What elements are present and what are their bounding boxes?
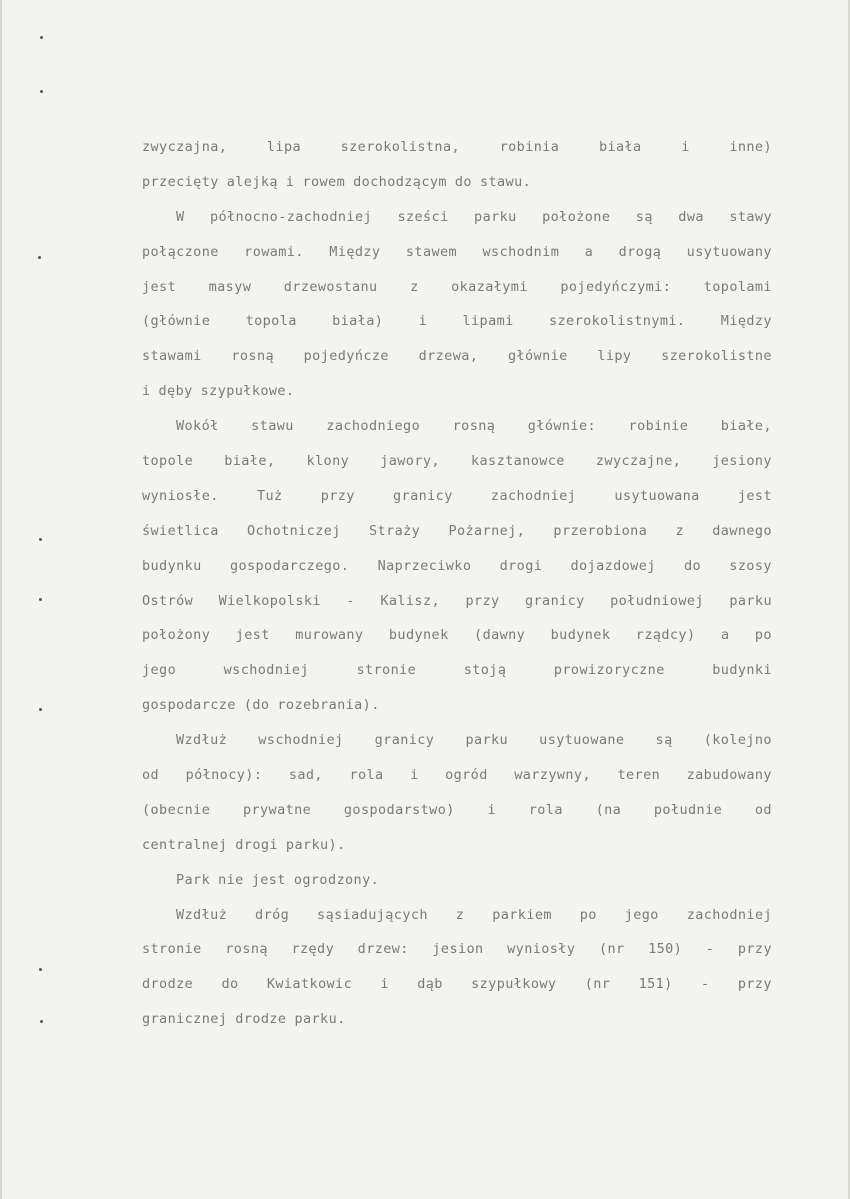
text-line: połączone rowami. Między stawem wschodnim a drogą usytuowany [142,243,772,260]
binding-hole-mark [39,538,42,541]
text-line: Wokół stawu zachodniego rosną głównie: robinie białe, [176,418,772,435]
text-line: drodze do Kwiatkowic i dąb szypułkowy (nr 151) - przy [142,976,772,993]
paragraph [142,200,772,409]
binding-hole-mark [39,968,42,971]
text-line: zwyczajna, lipa szerokolistna, robinia biała i inne) [142,139,772,155]
text-line: (głównie topola biała) i lipami szerokolistnymi. Między [142,313,772,330]
text-line: od północy): sad, rola i ogród warzywny, teren zabudowany [142,767,772,784]
text-line: gospodarcze (do rozebrania). [142,697,380,714]
text-line: przecięty alejką i rowem dochodzącym do stawu. [142,173,532,190]
binding-hole-mark [40,1020,43,1023]
text-line: jego wschodniej stronie stoją prowizoryczne budynki [142,662,772,679]
binding-hole-mark [39,598,42,601]
binding-hole-mark [40,36,43,39]
paragraph [142,863,772,898]
text-line: centralnej drogi parku). [142,836,346,853]
text-line: stronie rosną rzędy drzew: jesion wyniosły (nr 150) - przy [142,941,772,958]
paragraph [142,723,772,863]
text-line: Wzdłuż wschodniej granicy parku usytuowane są (kolejno [176,732,772,749]
binding-hole-mark [40,90,43,93]
text-line: Park nie jest ogrodzony. [176,871,380,888]
document-body [142,130,772,1037]
text-line: Wzdłuż dróg sąsiadujących z parkiem po jego zachodniej [176,906,772,923]
text-line: stawami rosną pojedyńcze drzewa, głównie lipy szerokolistne [142,348,772,365]
text-line: jest masyw drzewostanu z okazałymi pojedyńczymi: topolami [142,278,772,295]
text-line: położony jest murowany budynek (dawny budynek rządcy) a po [142,627,772,644]
text-line: (obecnie prywatne gospodarstwo) i rola (na południe od [142,801,772,818]
text-line: Ostrów Wielkopolski - Kalisz, przy granicy południowej parku [142,592,772,609]
text-line: wyniosłe. Tuż przy granicy zachodniej usytuowana jest [142,487,772,504]
binding-hole-mark [38,256,41,259]
text-line: topole białe, klony jawory, kasztanowce zwyczajne, jesiony [142,453,772,470]
text-line: i dęby szypułkowe. [142,383,295,400]
binding-hole-mark [39,708,42,711]
text-line: świetlica Ochotniczej Straży Pożarnej, przerobiona z dawnego [142,522,772,539]
text-line: granicznej drodze parku. [142,1011,346,1028]
paragraph [142,409,772,723]
text-line: budynku gospodarczego. Naprzeciwko drogi dojazdowej do szosy [142,557,772,574]
text-line: W północno-zachodniej sześci parku położone są dwa stawy [176,208,772,225]
paragraph [142,898,772,1038]
paragraph [142,130,772,200]
